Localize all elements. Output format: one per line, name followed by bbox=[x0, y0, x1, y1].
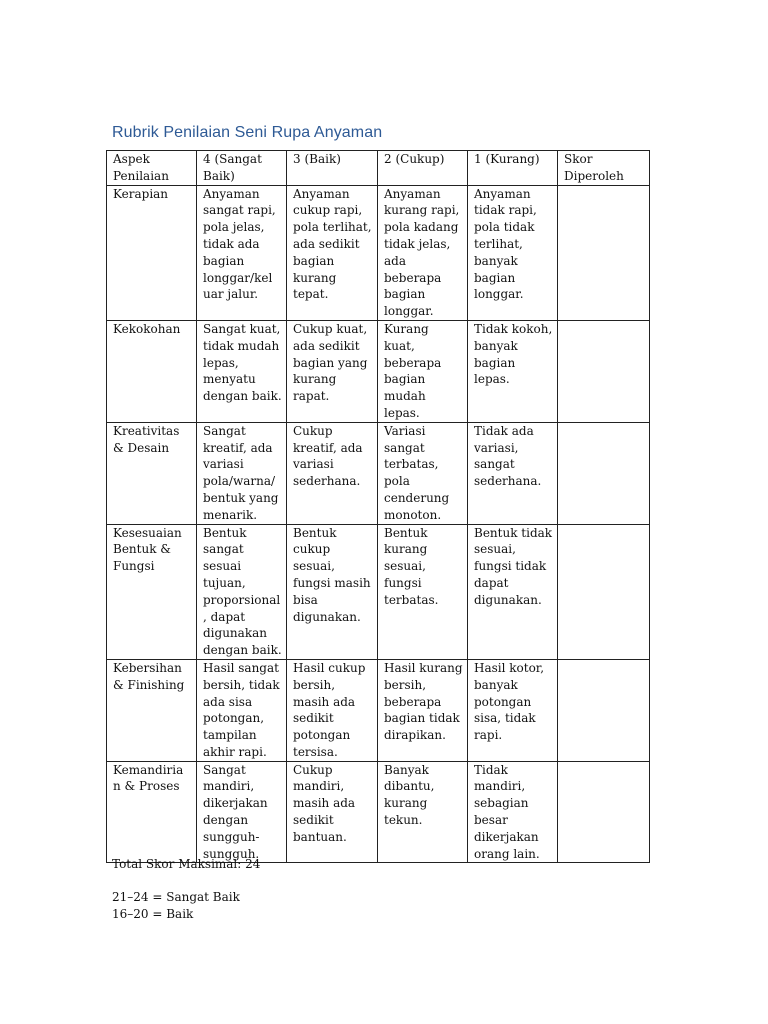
cell-score-obtained[interactable] bbox=[558, 185, 650, 320]
cell-score-2: Bentuk kurang sesuai, fungsi terbatas. bbox=[378, 524, 468, 659]
cell-score-4: Sangat kuat, tidak mudah lepas, menyatu dengan baik. bbox=[197, 320, 287, 422]
cell-aspect: Kemandiria n & Proses bbox=[107, 761, 197, 863]
header-aspect: Aspek Penilaian bbox=[107, 151, 197, 186]
table-row bbox=[107, 185, 650, 320]
scale-line: 21–24 = Sangat Baik bbox=[112, 890, 240, 904]
header-score-4: 4 (Sangat Baik) bbox=[197, 151, 287, 186]
cell-aspect: Kekokohan bbox=[107, 320, 197, 422]
header-score-obtained: Skor Diperoleh bbox=[558, 151, 650, 186]
cell-aspect: Kreativitas & Desain bbox=[107, 422, 197, 524]
header-score-2: 2 (Cukup) bbox=[378, 151, 468, 186]
total-max-score: Total Skor Maksimal: 24 bbox=[112, 857, 261, 871]
document-title: Rubrik Penilaian Seni Rupa Anyaman bbox=[112, 124, 383, 141]
cell-score-obtained[interactable] bbox=[558, 320, 650, 422]
cell-score-2: Hasil kurang bersih, beberapa bagian tidak dirapikan. bbox=[378, 659, 468, 761]
scale-line: 16–20 = Baik bbox=[112, 907, 194, 921]
cell-score-1: Tidak kokoh, banyak bagian lepas. bbox=[468, 320, 558, 422]
cell-score-2: Kurang kuat, beberapa bagian mudah lepas. bbox=[378, 320, 468, 422]
cell-score-4: Anyaman sangat rapi, pola jelas, tidak ada bagian longgar/kel uar jalur. bbox=[197, 185, 287, 320]
cell-score-3: Bentuk cukup sesuai, fungsi masih bisa digunakan. bbox=[287, 524, 378, 659]
table-row bbox=[107, 320, 650, 422]
cell-score-1: Tidak ada variasi, sangat sederhana. bbox=[468, 422, 558, 524]
cell-score-1: Hasil kotor, banyak potongan sisa, tidak rapi. bbox=[468, 659, 558, 761]
cell-score-3: Hasil cukup bersih, masih ada sedikit potongan tersisa. bbox=[287, 659, 378, 761]
cell-score-3: Cukup kreatif, ada variasi sederhana. bbox=[287, 422, 378, 524]
cell-score-obtained[interactable] bbox=[558, 659, 650, 761]
cell-score-3: Anyaman cukup rapi, pola terlihat, ada sedikit bagian kurang tepat. bbox=[287, 185, 378, 320]
table-row bbox=[107, 659, 650, 761]
cell-score-4: Hasil sangat bersih, tidak ada sisa potongan, tampilan akhir rapi. bbox=[197, 659, 287, 761]
cell-score-4: Sangat kreatif, ada variasi pola/warna/ bentuk yang menarik. bbox=[197, 422, 287, 524]
cell-score-2: Variasi sangat terbatas, pola cenderung monoton. bbox=[378, 422, 468, 524]
table-row bbox=[107, 422, 650, 524]
rubric-table bbox=[106, 150, 650, 863]
table-row bbox=[107, 524, 650, 659]
table-row bbox=[107, 761, 650, 863]
cell-score-1: Tidak mandiri, sebagian besar dikerjakan orang lain. bbox=[468, 761, 558, 863]
cell-score-2: Banyak dibantu, kurang tekun. bbox=[378, 761, 468, 863]
table-header-row bbox=[107, 151, 650, 186]
header-score-1: 1 (Kurang) bbox=[468, 151, 558, 186]
cell-aspect: Kerapian bbox=[107, 185, 197, 320]
cell-score-obtained[interactable] bbox=[558, 422, 650, 524]
cell-score-4: Sangat mandiri, dikerjakan dengan sungguh- sungguh. bbox=[197, 761, 287, 863]
cell-score-obtained[interactable] bbox=[558, 761, 650, 863]
cell-score-3: Cukup mandiri, masih ada sedikit bantuan. bbox=[287, 761, 378, 863]
cell-score-1: Bentuk tidak sesuai, fungsi tidak dapat digunakan. bbox=[468, 524, 558, 659]
header-score-3: 3 (Baik) bbox=[287, 151, 378, 186]
cell-aspect: Kesesuaian Bentuk & Fungsi bbox=[107, 524, 197, 659]
cell-aspect: Kebersihan & Finishing bbox=[107, 659, 197, 761]
cell-score-3: Cukup kuat, ada sedikit bagian yang kurang rapat. bbox=[287, 320, 378, 422]
cell-score-4: Bentuk sangat sesuai tujuan, proporsional , dapat digunakan dengan baik. bbox=[197, 524, 287, 659]
cell-score-2: Anyaman kurang rapi, pola kadang tidak jelas, ada beberapa bagian longgar. bbox=[378, 185, 468, 320]
cell-score-obtained[interactable] bbox=[558, 524, 650, 659]
cell-score-1: Anyaman tidak rapi, pola tidak terlihat, banyak bagian longgar. bbox=[468, 185, 558, 320]
